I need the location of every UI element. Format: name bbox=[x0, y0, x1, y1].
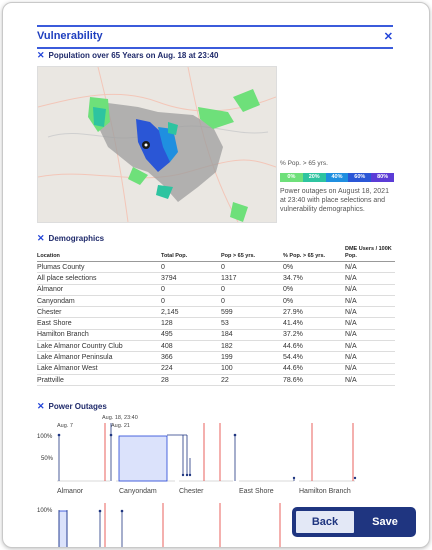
table-cell: 184 bbox=[221, 329, 283, 340]
panel-header bbox=[37, 25, 393, 49]
table-cell: 78.6% bbox=[283, 374, 345, 385]
table-cell: N/A bbox=[345, 341, 395, 352]
table-cell: 0% bbox=[283, 262, 345, 273]
y-tick-labels bbox=[37, 434, 54, 514]
outages-title: Power Outages bbox=[48, 402, 107, 411]
panel-title: Vulnerability bbox=[37, 30, 103, 42]
y-tick-label: 100% bbox=[37, 508, 53, 514]
table-cell: 27.9% bbox=[283, 307, 345, 318]
table-cell: 0 bbox=[221, 284, 283, 295]
table-cell: All place selections bbox=[37, 273, 161, 284]
table-cell: 495 bbox=[161, 329, 221, 340]
panel-label: Canyondam bbox=[119, 488, 157, 495]
table-row bbox=[37, 352, 395, 363]
table-cell: 37.2% bbox=[283, 329, 345, 340]
map-description: Power outages on August 18, 2021 at 23:40 with place selections and vulnerability demographics. bbox=[280, 188, 389, 213]
map-section-title: Population over 65 Years on Aug. 18 at 23:40 bbox=[48, 51, 219, 60]
table-cell: N/A bbox=[345, 363, 395, 374]
demographics-table bbox=[37, 244, 395, 386]
table-cell: 2,145 bbox=[161, 307, 221, 318]
footer-actions bbox=[292, 507, 416, 537]
table-cell: Plumas County bbox=[37, 262, 161, 273]
table-cell: Lake Almanor West bbox=[37, 363, 161, 374]
column-header: Location bbox=[37, 244, 161, 262]
table-cell: N/A bbox=[345, 318, 395, 329]
column-header: DME Users / 100K Pop. bbox=[345, 244, 395, 262]
close-icon[interactable]: ✕ bbox=[383, 31, 393, 43]
table-cell: N/A bbox=[345, 284, 395, 295]
table-cell: Lake Almanor Peninsula bbox=[37, 352, 161, 363]
table-row bbox=[37, 318, 395, 329]
legend-item: 0% bbox=[280, 173, 303, 182]
vulnerability-map[interactable] bbox=[37, 66, 277, 223]
table-cell: 0% bbox=[283, 295, 345, 306]
y-tick-label: 50% bbox=[41, 456, 54, 462]
table-cell: 0 bbox=[161, 295, 221, 306]
table-header-row bbox=[37, 244, 395, 262]
table-cell: Prattville bbox=[37, 374, 161, 385]
table-cell: 408 bbox=[161, 341, 221, 352]
map-graphic bbox=[38, 67, 276, 222]
table-row bbox=[37, 374, 395, 385]
table-cell: Canyondam bbox=[37, 295, 161, 306]
table-cell: N/A bbox=[345, 352, 395, 363]
table-cell: N/A bbox=[345, 295, 395, 306]
table-row bbox=[37, 307, 395, 318]
map-section-header[interactable] bbox=[37, 50, 218, 61]
table-cell: 54.4% bbox=[283, 352, 345, 363]
legend-item: 80% bbox=[371, 173, 394, 182]
table-cell: 100 bbox=[221, 363, 283, 374]
table-cell: N/A bbox=[345, 374, 395, 385]
table-cell: 0% bbox=[283, 284, 345, 295]
table-cell: 44.6% bbox=[283, 363, 345, 374]
column-header: Total Pop. bbox=[161, 244, 221, 262]
table-row bbox=[37, 284, 395, 295]
table-cell: 0 bbox=[221, 262, 283, 273]
panel-row-1 bbox=[57, 423, 356, 495]
map-legend bbox=[280, 173, 394, 182]
vulnerability-panel bbox=[2, 2, 430, 548]
y-tick-label: 100% bbox=[37, 434, 53, 440]
table-body bbox=[37, 262, 395, 386]
table-cell: Chester bbox=[37, 307, 161, 318]
table-cell: 599 bbox=[221, 307, 283, 318]
table-cell: 1317 bbox=[221, 273, 283, 284]
table-cell: 366 bbox=[161, 352, 221, 363]
collapse-icon[interactable]: ✕ bbox=[37, 50, 45, 60]
table-cell: Almanor bbox=[37, 284, 161, 295]
table-row bbox=[37, 295, 395, 306]
demographics-title: Demographics bbox=[48, 234, 105, 243]
table-cell: Hamilton Branch bbox=[37, 329, 161, 340]
table-cell: 41.4% bbox=[283, 318, 345, 329]
annotation-date: Aug. 7 bbox=[57, 423, 73, 429]
table-cell: 128 bbox=[161, 318, 221, 329]
collapse-icon[interactable]: ✕ bbox=[37, 401, 45, 411]
column-header: Pop > 65 yrs. bbox=[221, 244, 283, 262]
table-cell: 3794 bbox=[161, 273, 221, 284]
save-button[interactable]: Save bbox=[356, 509, 414, 535]
panel-label: Chester bbox=[179, 488, 204, 495]
table-row bbox=[37, 341, 395, 352]
table-cell: 0 bbox=[161, 262, 221, 273]
table-cell: N/A bbox=[345, 262, 395, 273]
table-cell: 0 bbox=[221, 295, 283, 306]
table-cell: 22 bbox=[221, 374, 283, 385]
legend-item: 60% bbox=[348, 173, 371, 182]
table-cell: Lake Almanor Country Club bbox=[37, 341, 161, 352]
legend-item: 20% bbox=[303, 173, 326, 182]
table-row bbox=[37, 262, 395, 273]
column-header: % Pop. > 65 yrs. bbox=[283, 244, 345, 262]
table-cell: 44.6% bbox=[283, 341, 345, 352]
table-row bbox=[37, 363, 395, 374]
legend-title: % Pop. > 65 yrs. bbox=[280, 160, 328, 167]
table-row bbox=[37, 329, 395, 340]
outage-area-canyondam bbox=[119, 436, 167, 481]
table-cell: 224 bbox=[161, 363, 221, 374]
panel-label: Almanor bbox=[57, 488, 84, 495]
annotation-date: Aug. 18, 23:40 bbox=[102, 415, 138, 421]
table-cell: 53 bbox=[221, 318, 283, 329]
demographics-section-header[interactable] bbox=[37, 233, 104, 244]
table-cell: East Shore bbox=[37, 318, 161, 329]
collapse-icon[interactable]: ✕ bbox=[37, 233, 45, 243]
back-button[interactable]: Back bbox=[294, 509, 356, 535]
table-cell: 0 bbox=[161, 284, 221, 295]
outage-point-hamilton-branch bbox=[354, 477, 356, 479]
panel-label: Hamilton Branch bbox=[299, 488, 351, 495]
panel-row-2 bbox=[59, 503, 280, 548]
table-cell: 34.7% bbox=[283, 273, 345, 284]
table-row bbox=[37, 273, 395, 284]
outages-section-header[interactable] bbox=[37, 401, 107, 412]
panel-label: East Shore bbox=[239, 488, 274, 495]
table-cell: N/A bbox=[345, 273, 395, 284]
table-cell: 182 bbox=[221, 341, 283, 352]
annotation-date: Aug. 21 bbox=[111, 423, 130, 429]
table-cell: N/A bbox=[345, 329, 395, 340]
table-cell: 199 bbox=[221, 352, 283, 363]
table-cell: 28 bbox=[161, 374, 221, 385]
table-cell: N/A bbox=[345, 307, 395, 318]
legend-item: 40% bbox=[326, 173, 349, 182]
